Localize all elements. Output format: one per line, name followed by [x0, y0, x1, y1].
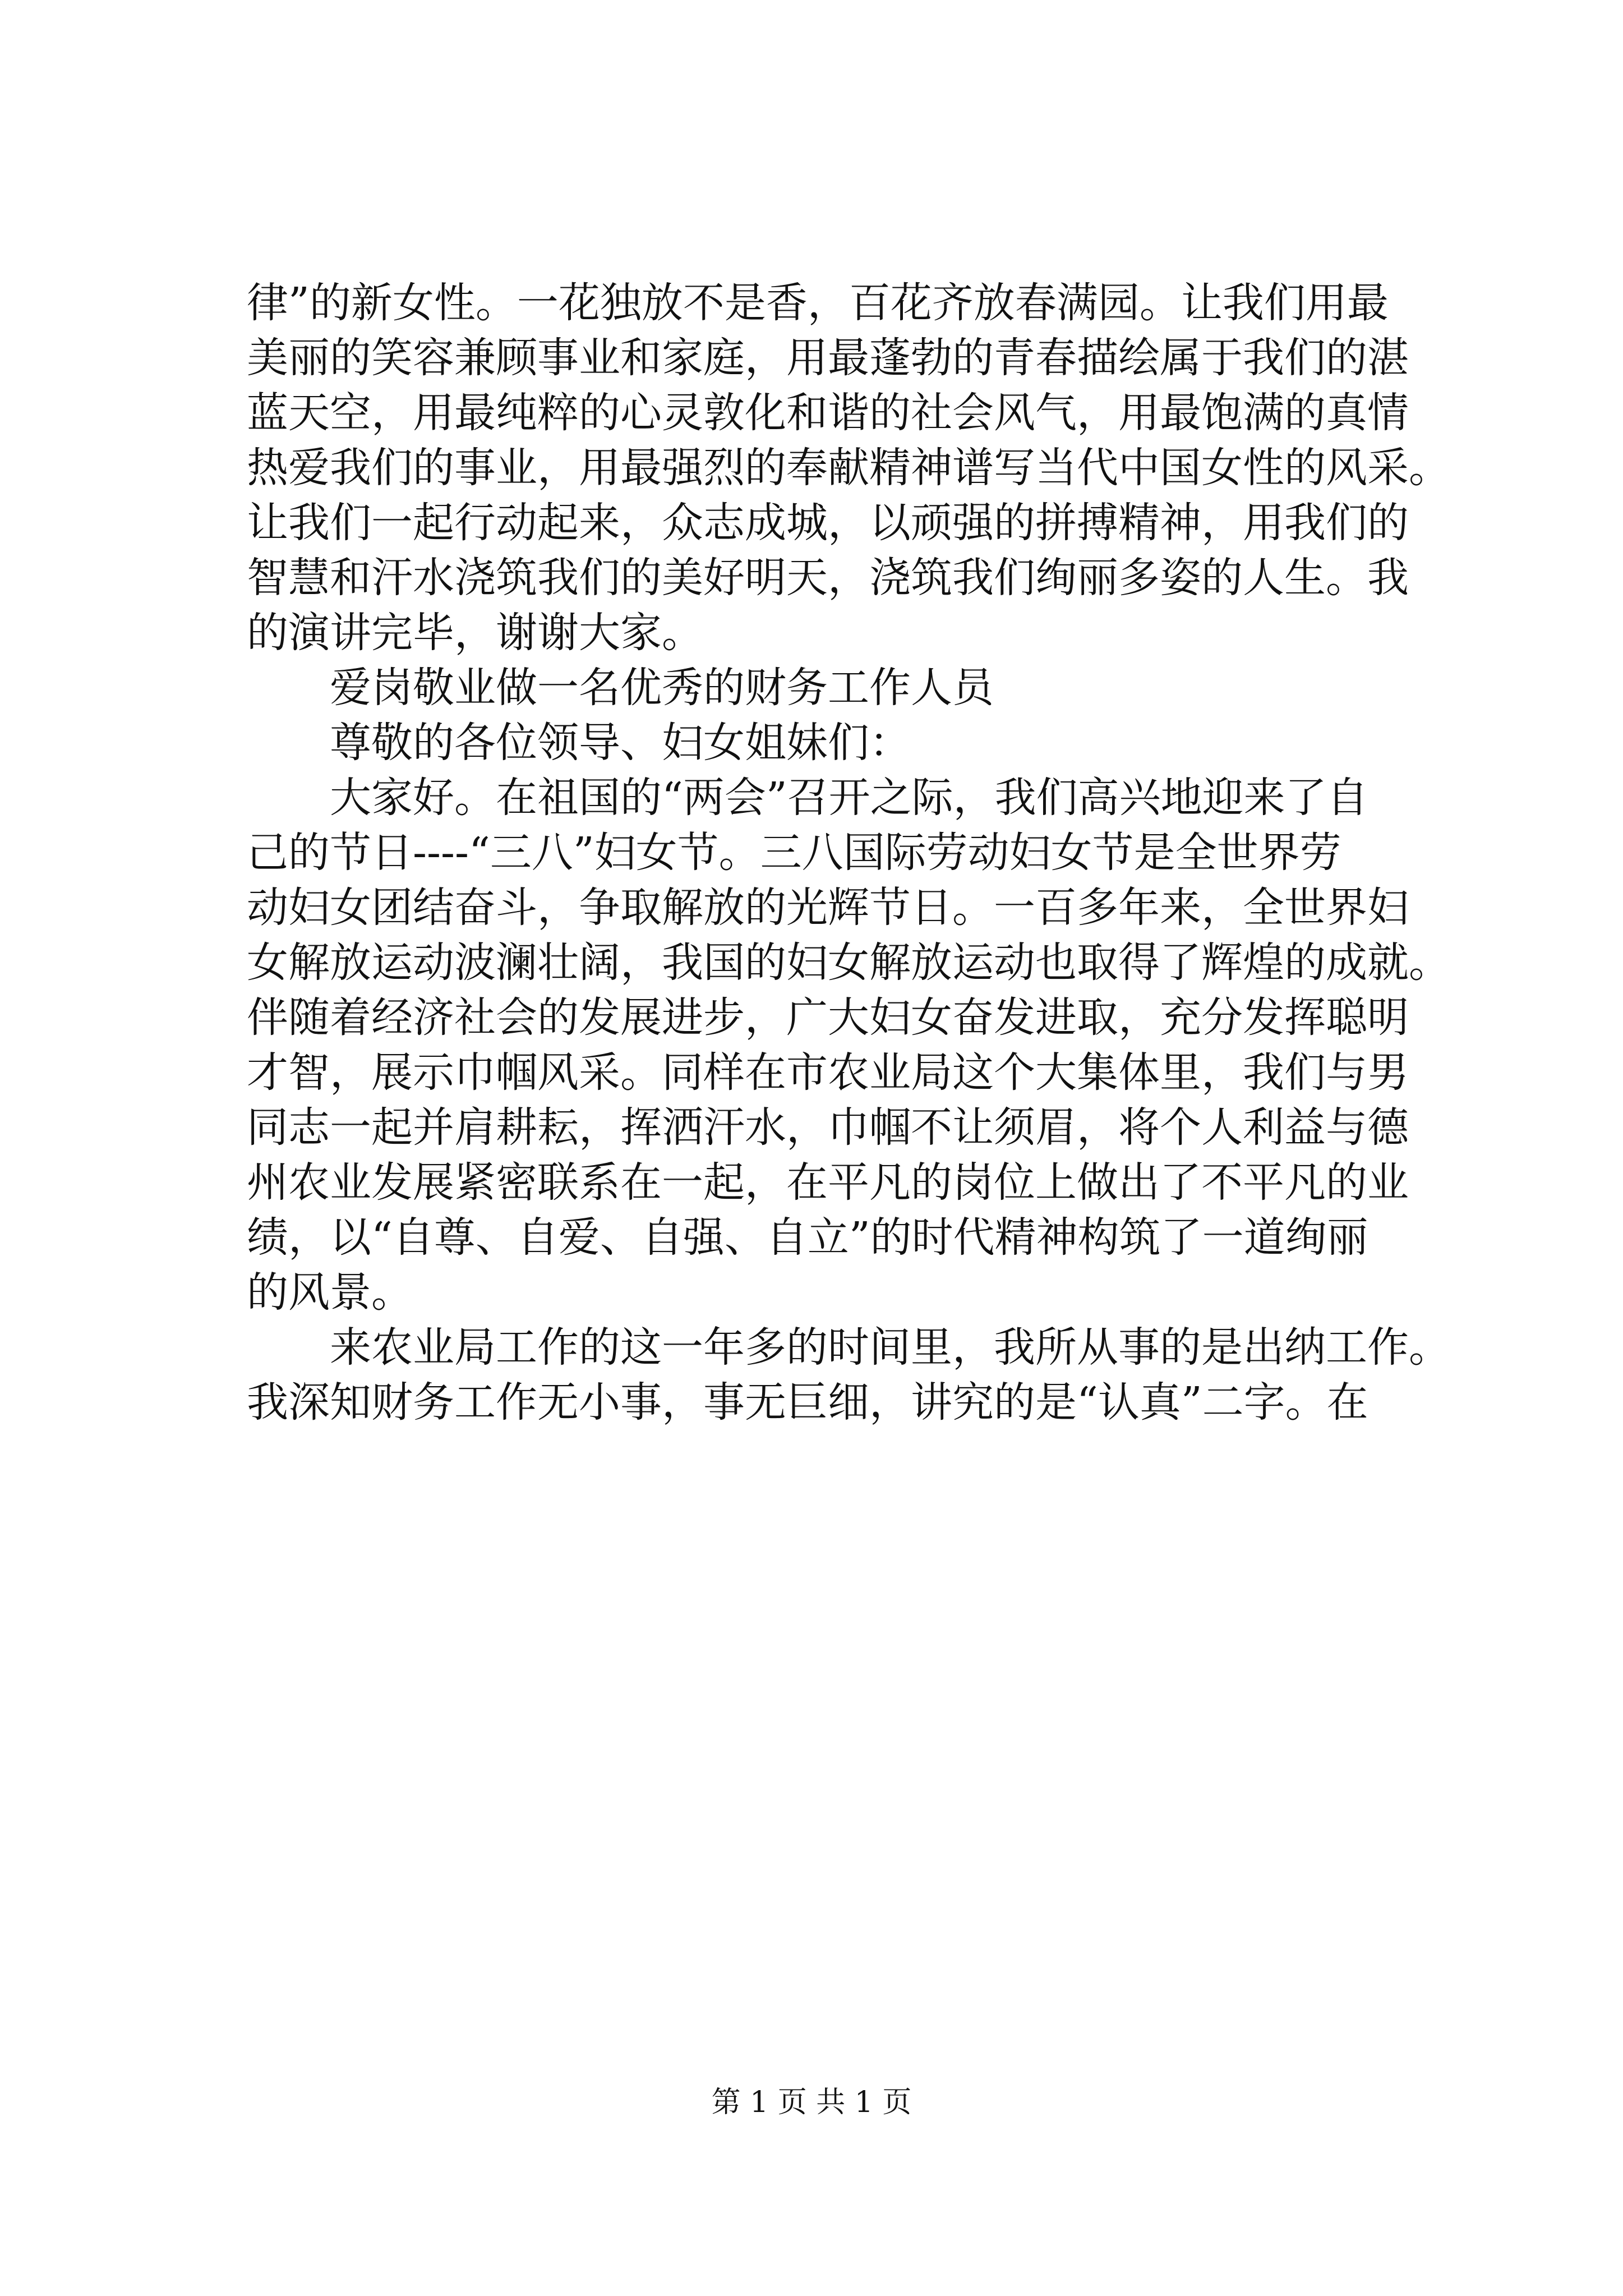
text-line: 的风景。	[247, 1268, 413, 1317]
text-line: 州农业发展紧密联系在一起，在平凡的岗位上做出了不平凡的业	[247, 1158, 1409, 1207]
text-line: 美丽的笑容兼顾事业和家庭，用最蓬勃的青春描绘属于我们的湛	[247, 334, 1409, 382]
text-line: 同志一起并肩耕耘，挥洒汗水，巾帼不让须眉，将个人利益与德	[247, 1103, 1409, 1152]
text-line: 律”的新女性。一花独放不是香，百花齐放春满园。让我们用最	[247, 279, 1389, 327]
document-body	[247, 279, 1450, 1437]
text-line: 热爱我们的事业，用最强烈的奉献精神谱写当代中国女性的风采。	[247, 444, 1450, 492]
text-line: 女解放运动波澜壮阔，我国的妇女解放运动也取得了辉煌的成就。	[247, 938, 1450, 987]
page-footer: 第 1 页 共 1 页	[711, 2086, 912, 2119]
text-line: 动妇女团结奋斗，争取解放的光辉节日。一百多年来，全世界妇	[247, 884, 1409, 932]
text-line: 绩，以“自尊、自爱、自强、自立”的时代精神构筑了一道绚丽	[247, 1213, 1368, 1262]
text-line: 己的节日----“三八”妇女节。三八国际劳动妇女节是全世界劳	[247, 829, 1341, 877]
text-line: 才智，展示巾帼风采。同样在市农业局这个大集体里，我们与男	[247, 1048, 1409, 1097]
text-line: 的演讲完毕，谢谢大家。	[247, 609, 703, 657]
salutation: 尊敬的各位领导、妇女姐妹们：	[247, 719, 911, 767]
text-line: 让我们一起行动起来，众志成城，以顽强的拼搏精神，用我们的	[247, 499, 1409, 547]
text-line: 智慧和汗水浇筑我们的美好明天，浇筑我们绚丽多姿的人生。我	[247, 554, 1409, 602]
text-line: 我深知财务工作无小事，事无巨细，讲究的是“认真”二字。在	[247, 1378, 1368, 1427]
text-line: 伴随着经济社会的发展进步，广大妇女奋发进取，充分发挥聪明	[247, 993, 1409, 1042]
text-line: 来农业局工作的这一年多的时间里，我所从事的是出纳工作。	[247, 1323, 1450, 1372]
text-line: 蓝天空，用最纯粹的心灵敦化和谐的社会风气，用最饱满的真情	[247, 389, 1409, 437]
section-title: 爱岗敬业做一名优秀的财务工作人员	[247, 664, 994, 712]
text-line: 大家好。在祖国的“两会”召开之际，我们高兴地迎来了自	[247, 774, 1368, 822]
